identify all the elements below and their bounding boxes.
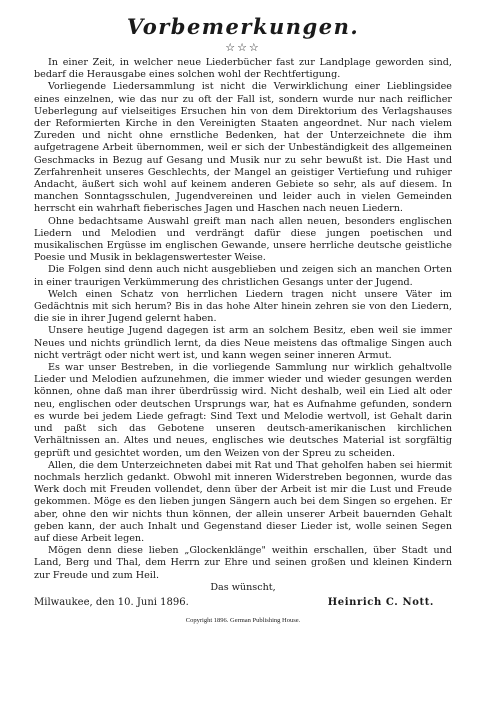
paragraph: Allen, die dem Unterzeichneten dabei mit Rat und That geholfen haben sei hiermit nochmals herzlich gedankt. Obwohl mit inneren Widerstreben begonnen, wurde das Werk doch mit Freuden vollendet, denn über der Arbeit ist mir die Lust und Freude gekommen. Möge es den lieben jungen Sängern auch bei dem Singen so ergehen. Er aber, ohne den wir nichts thun können, der allein unserer Arbeit bauernden Gehalt geben kann, der auch Inhalt und Gegenstand dieser Lieder ist, wolle seinen Segen auf diese Arbeit legen. xyxy=(34,459,452,544)
signature-row xyxy=(34,596,452,610)
author-signature: Heinrich C. Nott. xyxy=(327,596,434,608)
page-title: Vorbemerkungen. xyxy=(126,14,360,39)
paragraph: Ohne bedachtsame Auswahl greift man nach allen neuen, besonders englischen Liedern und Melodien und verdrängt dafür diese jungen poetischen und musikalischen Ergüsse im englischen Gewande, unsere herrliche deutsche geistliche Poesie und Musik in beklagenswertester Weise. xyxy=(34,215,452,264)
paragraph: In einer Zeit, in welcher neue Liederbücher fast zur Landplage geworden sind, bedarf die Herausgabe eines solchen wohl der Rechtfertigung. xyxy=(34,57,452,81)
copyright-notice: Copyright 1896. German Publishing House. xyxy=(185,616,301,624)
place-date: Milwaukee, den 10. Juni 1896. xyxy=(34,596,189,608)
paragraph: Es war unser Bestreben, in die vorliegende Sammlung nur wirklich gehaltvolle Lieder und Melodien aufzunehmen, die immer wieder und wieder gesungen werden können, ohne daß man ihrer überdrüssig wird. Nicht deshalb, weil ein Lied alt oder neu, englischen oder deutschen Ursprungs war, hat es Aufnahme gefunden, sondern es wurde bei jedem Liede gefragt: Sind Text und Melodie wertvoll, ist Gehalt darin und paßt sich das Gebotene unseren deutsch-amerikanischen kirchlichen Verhältnissen an. Altes und neues, englisches wie deutsches Material ist sorgfältig geprüft und gesichtet worden, um den Weizen von der Spreu zu scheiden. xyxy=(34,362,452,459)
paragraph: Welch einen Schatz von herrlichen Liedern tragen nicht unsere Väter im Gedächtnis mit sich herum? Bis in das hohe Alter hinein zehren sie von den Liedern, die sie in ihrer Jugend gelernt haben. xyxy=(34,288,452,325)
star-ornament-icon: ☆☆☆ xyxy=(225,41,261,54)
paragraph: Unsere heutige Jugend dagegen ist arm an solchem Besitz, eben weil sie immer Neues und nichts gründlich lernt, da dies Neue meistens das oftmalige Singen auch nicht verträgt oder nicht wert ist, und kann wegen seiner inneren Armut. xyxy=(34,325,452,361)
paragraph: Vorliegende Liedersammlung ist nicht die Verwirklichung einer Lieblingsidee eines einzelnen, wie das nur zu oft der Fall ist, sondern wurde nur nach reiflicher Ueberlegung auf vielseitiges Ersuchen hin von dem Direktorium des Verlagshauses der Reformierten Kirche in den Vereinigten Staaten angeordnet. Nur nach vielem Zureden und nicht ohne ernstliche Bedenken, hat der Unterzeichnete die ihm aufgetragene Arbeit übernommen, weil er sich der Unbeständigkeit des allgemeinen Geschmacks in Bezug auf Gesang und Musik nur zu sehr bewußt ist. Die Hast und Zerfahrenheit unseres Geschlechts, der Mangel an geistiger Vertiefung und ruhiger Andacht, äußert sich wohl auf keinem anderen Gebiete so sehr, als auf diesem. In manchen Sonntagsschulen, Jugendvereinen und leider auch in vielen Gemeinden herrscht ein wahrhaft fieberisches Jagen und Haschen nach neuen Liedern. xyxy=(34,81,452,215)
preface-body xyxy=(34,57,452,582)
paragraph: Mögen denn diese lieben „Glockenklänge" weithin erschallen, über Stadt und Land, Berg und Thal, dem Herrn zur Ehre und seinen großen und kleinen Kindern zur Freude und zum Heil. xyxy=(34,545,452,581)
closing-line: Das wünscht, xyxy=(210,581,276,593)
paragraph: Die Folgen sind denn auch nicht ausgeblieben und zeigen sich an manchen Orten in einer traurigen Verkümmerung des christlichen Gesangs unter der Jugend. xyxy=(34,264,452,288)
